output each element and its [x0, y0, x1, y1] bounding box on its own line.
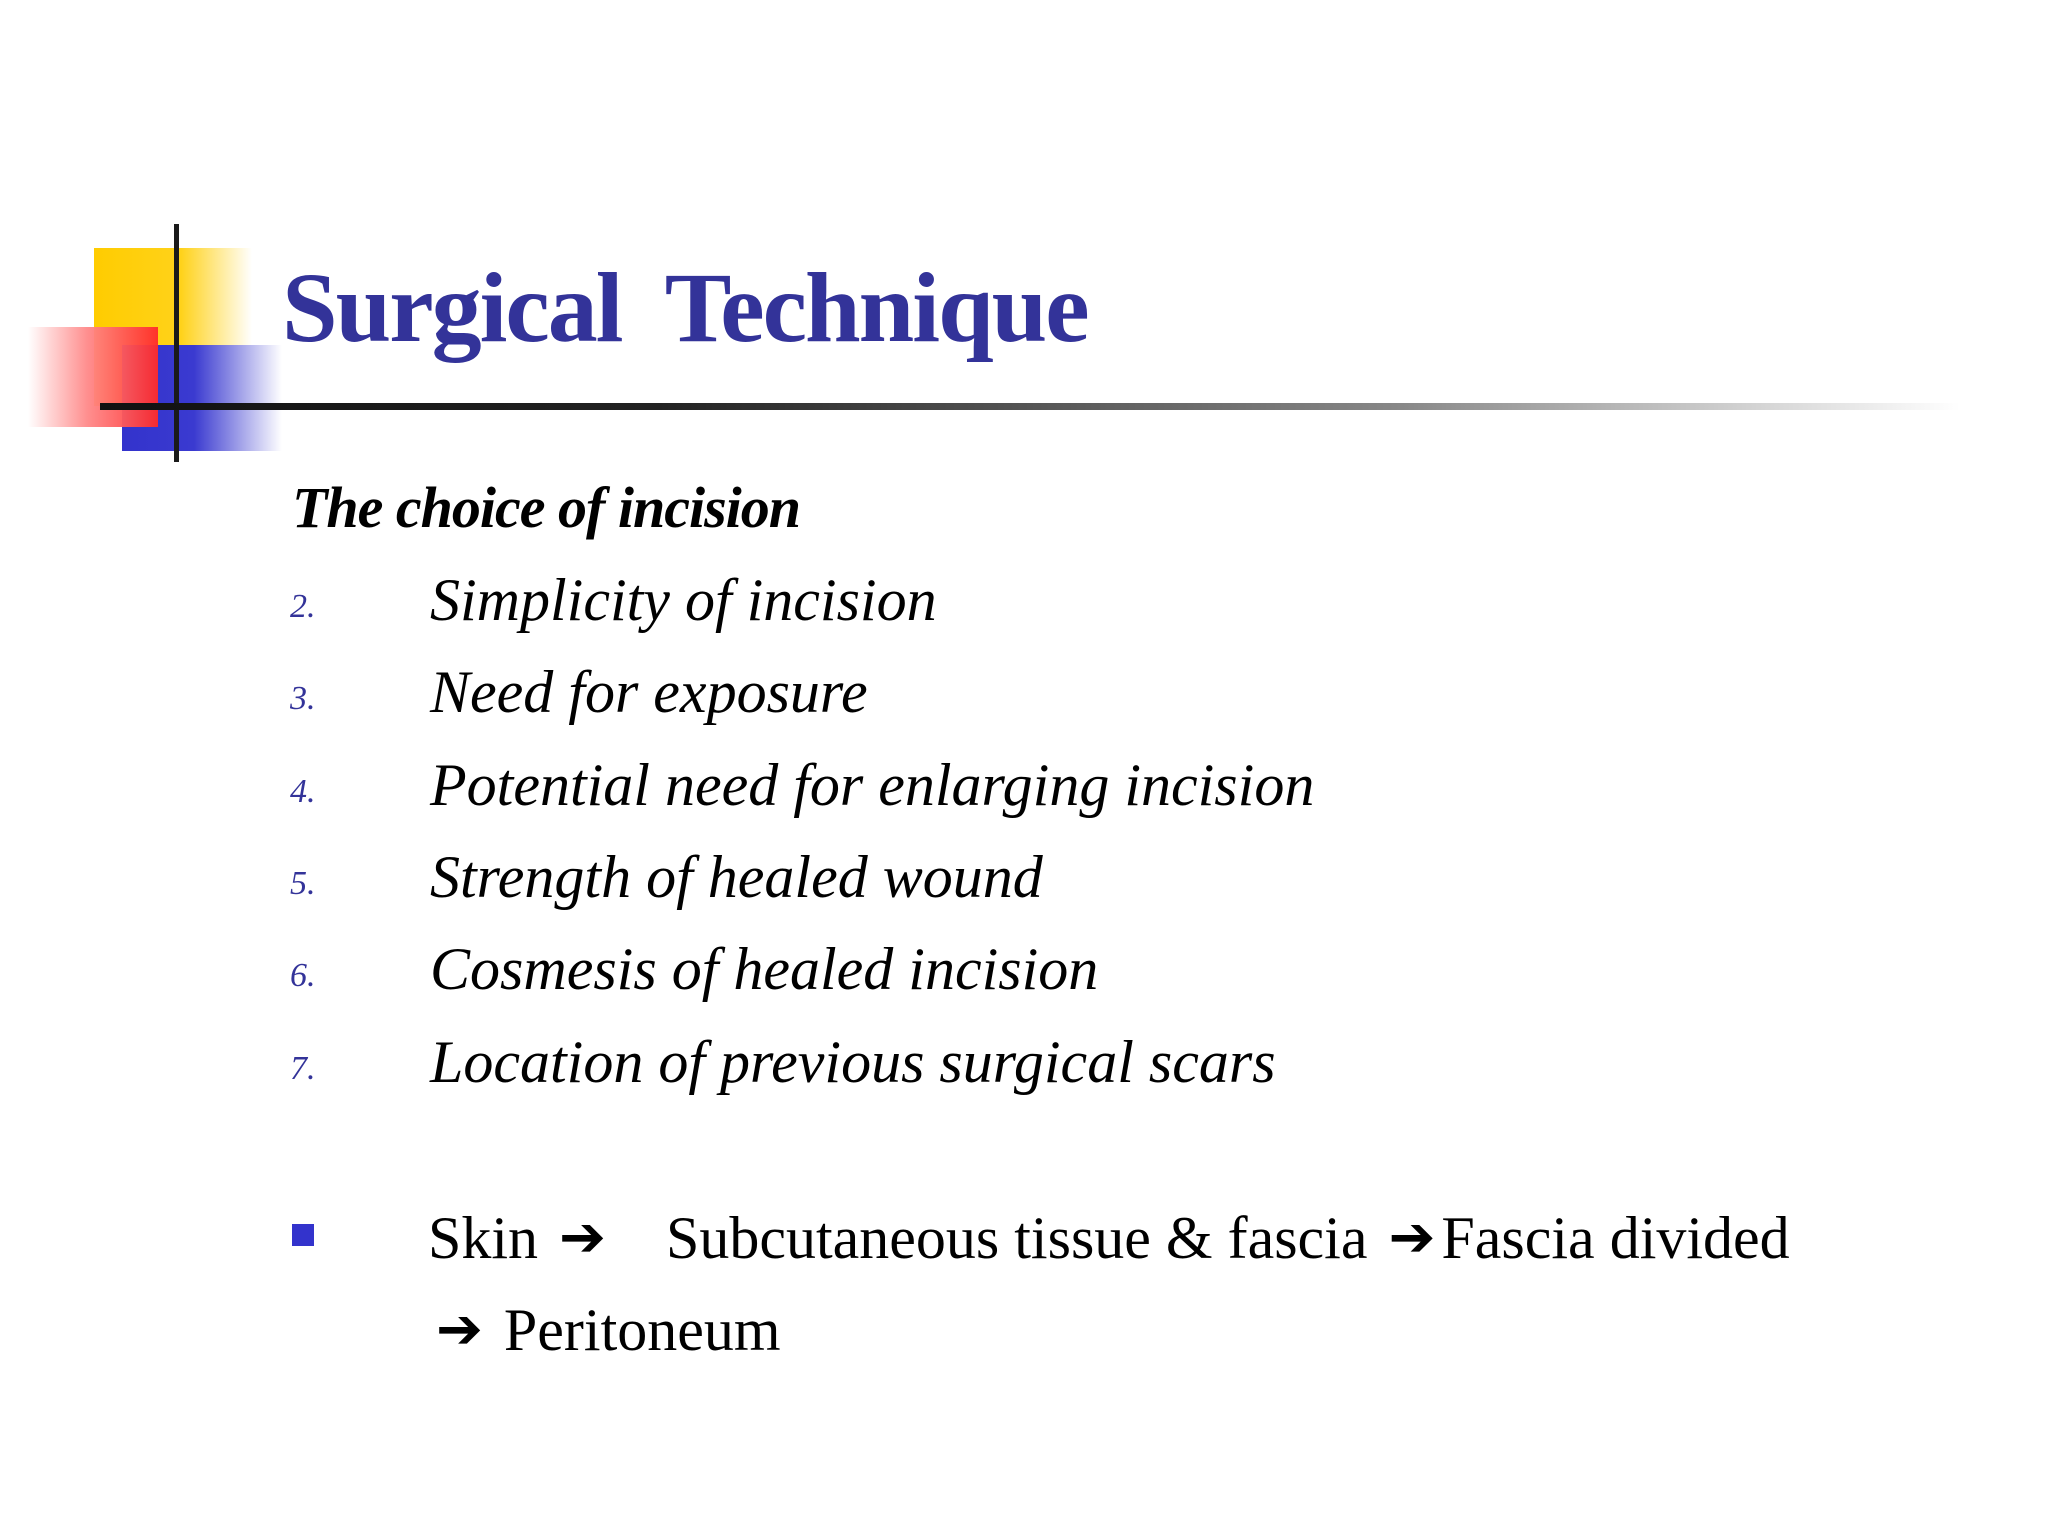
slide-title: Surgical Technique — [282, 252, 1088, 363]
decor-red-square — [28, 327, 158, 427]
list-item-text: Strength of healed wound — [430, 844, 1043, 910]
arrow-right-icon: ➔ — [1388, 1205, 1436, 1270]
flow-step-subcutaneous: Subcutaneous tissue & fascia — [665, 1205, 1368, 1271]
arrow-right-icon: ➔ — [559, 1205, 606, 1270]
list-item-number: 6. — [290, 957, 316, 994]
flow-step-skin: Skin — [428, 1205, 539, 1271]
title-underline — [100, 403, 1960, 410]
decor-vertical-line — [174, 224, 179, 462]
flow-line-1 — [428, 1204, 1790, 1273]
list-item-text: Simplicity of incision — [430, 567, 937, 633]
list-item-text: Location of previous surgical scars — [430, 1029, 1276, 1095]
list-item-number: 2. — [290, 588, 316, 625]
list-item-number: 5. — [290, 865, 316, 902]
flow-step-peritoneum: Peritoneum — [503, 1297, 781, 1363]
list-item-number: 4. — [290, 773, 316, 810]
list-item-text: Cosmesis of healed incision — [430, 936, 1099, 1002]
square-bullet-icon — [292, 1224, 314, 1246]
list-item-number: 3. — [290, 680, 316, 717]
list-item-number: 7. — [290, 1050, 316, 1087]
list-item-text: Potential need for enlarging incision — [430, 752, 1315, 818]
flow-step-fascia-divided: Fascia divided — [1441, 1205, 1790, 1271]
slide-subtitle: The choice of incision — [292, 475, 801, 540]
list-item-text: Need for exposure — [430, 659, 868, 725]
arrow-right-icon: ➔ — [436, 1297, 483, 1362]
flow-line-2 — [430, 1296, 781, 1365]
